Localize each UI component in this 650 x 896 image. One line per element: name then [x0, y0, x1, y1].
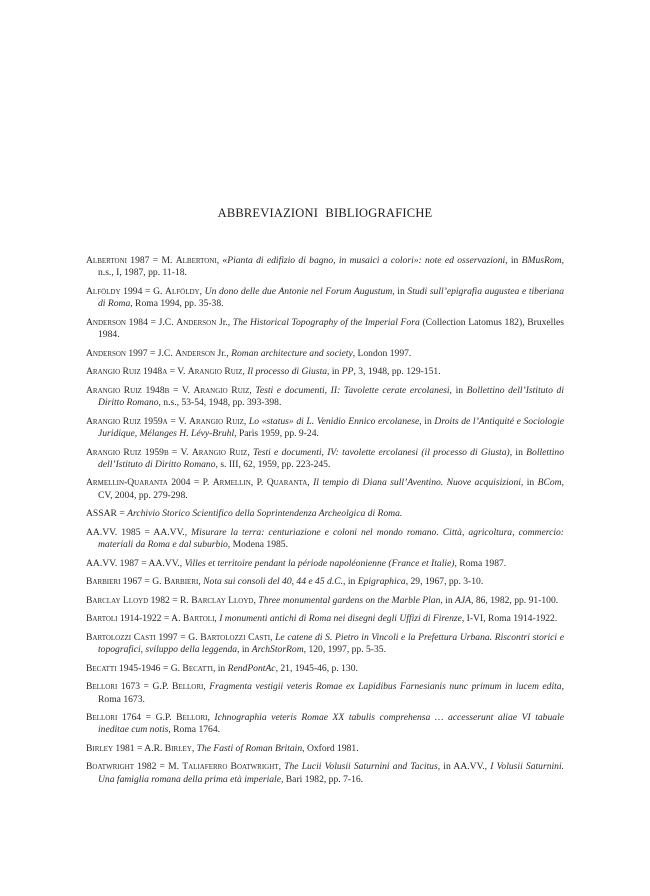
entry-text: , 29, 1967, pp. 3-10.	[405, 576, 484, 588]
entry-author: Alföldy 1994	[86, 285, 143, 297]
entry-author: Anderson	[176, 316, 217, 328]
entry-italic-text: Bollettino dell’Istituto di Diritto Romano	[98, 446, 564, 470]
entry-author: Birley	[164, 742, 192, 754]
entry-text: = A.	[161, 613, 183, 625]
entry-text: ,	[253, 594, 259, 606]
entry-text: , in	[505, 255, 522, 266]
bibliography-entry	[86, 416, 564, 441]
entry-text: = M.	[149, 255, 176, 266]
entry-text: ,	[278, 761, 285, 773]
bibliography-entry	[86, 447, 564, 472]
entry-text: Jr.,	[216, 316, 233, 328]
entry-text: , 21, 1945-46, p. 130.	[275, 662, 358, 674]
bibliography-entry	[86, 348, 564, 360]
entry-italic-text: Villes et territoire pendant la période napoléonienne (France et Italie)	[184, 557, 455, 569]
entry-text: ,	[203, 681, 210, 693]
bibliography-entry	[86, 527, 564, 552]
entry-author: Arangio Ruiz 1959b	[86, 446, 169, 458]
entry-text: , Roma 1987.	[454, 557, 507, 569]
bibliography-entry	[86, 632, 564, 657]
entry-author: Taliaferro Boatwright	[182, 761, 279, 773]
entry-text: , London 1997.	[352, 347, 412, 359]
entry-text: AA.VV. 1987 = AA.VV.,	[86, 557, 185, 569]
entry-text: , Modena 1985.	[227, 539, 288, 551]
entry-author: Anderson 1984	[86, 316, 148, 328]
entry-author: Anderson	[175, 347, 216, 359]
entry-text: ASSAR =	[86, 508, 128, 520]
entry-author: Armellin-Quaranta 2004	[86, 477, 191, 489]
entry-italic-text: I monumenti antichi di Roma nei disegni degli Uffizi di Firenze	[219, 613, 462, 625]
entry-author: Bartoli	[182, 613, 215, 625]
entry-italic-text: Un dono delle due Antonie nel Forum Augustum	[204, 285, 393, 297]
entry-italic-text: Le catene di S. Pietro in Vincoli e la Prefettura Urbana. Riscontri storici e topografici, sviluppo della leggenda	[98, 631, 564, 656]
entry-italic-text: The Lucii Volusii Saturnini and Tacitus	[284, 761, 438, 773]
entry-author: Armellin	[212, 477, 251, 489]
entry-text: ,	[207, 712, 215, 724]
entry-text: = G.	[142, 576, 164, 588]
entry-text: ,	[214, 613, 220, 625]
bibliography-list	[86, 255, 564, 792]
entry-author: Bellori	[172, 681, 204, 693]
entry-text: , in	[520, 477, 538, 489]
entry-text: = J.C.	[147, 316, 177, 328]
entry-italic-text: Roman architecture and society	[231, 347, 353, 359]
entry-author: Albertoni 1987	[86, 255, 150, 266]
entry-text: , Roma 1764.	[168, 724, 221, 736]
entry-text: , n.s., I, 1987, pp. 11-18.	[98, 255, 564, 279]
entry-author: Bartoli 1914-1922	[86, 613, 162, 625]
entry-author: Arangio Ruiz	[189, 415, 244, 427]
entry-text: = V.	[167, 366, 188, 378]
entry-text: , in	[212, 662, 228, 674]
entry-text: Jr.,	[215, 347, 232, 359]
entry-italic-text: BMusRom	[521, 255, 562, 266]
entry-text: ,	[198, 576, 204, 588]
entry-italic-text: Il processo di Giusta	[247, 366, 328, 378]
entry-text: ,	[270, 631, 276, 643]
entry-text: , in	[509, 446, 527, 458]
entry-text: = G.P.	[140, 681, 173, 693]
entry-text: = G.	[177, 631, 201, 643]
bibliography-entry	[86, 286, 564, 311]
entry-text: (Collection Latomus 182), Bruxelles 1984.	[98, 316, 564, 341]
bibliography-entry	[86, 576, 564, 588]
entry-italic-text: Lo «status» di L. Venidio Ennico ercolanese	[248, 415, 420, 427]
entry-italic-text: Archivio Storico Scientifico della Soprintendenza Archeolgica di Roma.	[127, 508, 403, 520]
bibliography-entry	[86, 681, 564, 706]
entry-italic-text: Three monumental gardens on the Marble Plan	[258, 594, 441, 606]
entry-author: Barbieri 1967	[86, 576, 142, 588]
entry-italic-text: PP	[341, 366, 354, 378]
entry-author: Arangio Ruiz	[191, 446, 248, 458]
entry-author: Alföldy	[165, 285, 200, 297]
entry-text: , Roma 1673.	[98, 681, 564, 705]
bibliography-entry	[86, 663, 564, 675]
bibliography-entry	[86, 317, 564, 342]
entry-text: , 86, 1982, pp. 91-100.	[471, 594, 559, 606]
entry-italic-text: Bollettino dell’Istituto di Diritto Romano	[98, 384, 564, 409]
entry-italic-text: Pianta di edifizio di bagno, in musaici a colori»: note ed osservazioni	[227, 255, 506, 266]
entry-italic-text: The Fasti of Roman Britain	[196, 742, 303, 754]
entry-text: = V.	[169, 384, 194, 396]
bibliography-entry	[86, 595, 564, 607]
entry-italic-text: Testi e documenti, II: Tavolette cerate ercolanesi	[255, 384, 450, 396]
bibliography-entry	[86, 761, 564, 786]
entry-author: Becatti	[182, 662, 213, 674]
entry-text: = G.	[142, 285, 166, 297]
entry-italic-text: Nota sui consoli del 40, 44 e 45 d.C.	[203, 576, 344, 588]
bibliography-entry	[86, 366, 564, 378]
entry-text: ,	[199, 285, 205, 297]
entry-text: ,	[247, 446, 253, 458]
entry-author: Arangio Ruiz	[187, 366, 243, 378]
entry-text: = P.	[190, 477, 213, 489]
entry-text: , I-VI, Roma 1914-1922.	[461, 613, 558, 625]
entry-text: = G.P.	[141, 712, 177, 724]
entry-text: , in	[392, 285, 408, 297]
entry-text: , Bari 1982, pp. 7-16.	[280, 773, 364, 785]
entry-author: Bellori	[176, 712, 208, 724]
entry-italic-text: Il tempio di Diana sull’Aventino. Nuove acquisizioni	[313, 477, 521, 489]
bibliography-entry	[86, 558, 564, 570]
entry-text: ,	[242, 366, 248, 378]
entry-author: Bellori 1764	[86, 712, 142, 724]
entry-italic-text: RendPontAc	[227, 662, 276, 674]
entry-text: = V.	[167, 415, 190, 427]
entry-text: ,	[249, 384, 256, 396]
entry-text: , Paris 1959, pp. 9-24.	[234, 428, 319, 440]
entry-text: , 120, 1997, pp. 5-35.	[303, 644, 386, 656]
entry-author: Barclay Lloyd	[191, 594, 254, 606]
entry-author: Bellori 1673	[86, 681, 141, 693]
entry-text: ,	[307, 477, 314, 489]
entry-text: AA.VV. 1985 = AA.VV.,	[86, 526, 192, 538]
entry-italic-text: Droits de l’Antiquité e Sociologie Juridique, Mélanges H. Lévy-Bruhl	[98, 415, 565, 440]
entry-author: Arangio Ruiz 1959a	[86, 415, 168, 427]
entry-author: Barclay Lloyd 1982	[86, 594, 170, 606]
entry-italic-text: Misurare la terra: centuriazione e coloni nel mondo romano. Città, agricoltura, commercio: materiali da Roma e dal suburbio	[98, 526, 564, 551]
entry-text: , in	[327, 366, 342, 378]
entry-text: ,	[191, 742, 197, 754]
entry-italic-text: BCom	[537, 477, 562, 489]
bibliography-entry	[86, 508, 564, 520]
entry-author: Birley 1981	[86, 742, 135, 754]
entry-text: , in AA.VV.,	[437, 761, 491, 773]
entry-text: , P.	[250, 477, 267, 489]
entry-text: ,	[243, 415, 249, 427]
bibliography-entry	[86, 712, 564, 737]
entry-italic-text: AJA	[455, 594, 472, 606]
bibliography-entry	[86, 613, 564, 625]
entry-text: , Oxford 1981.	[302, 742, 359, 754]
entry-italic-text: The Historical Topography of the Imperial Fora	[232, 316, 420, 328]
entry-author: Bartolozzi Casti 1997	[86, 631, 178, 643]
entry-author: Becatti 1945-1946	[86, 662, 161, 674]
entry-author: Bartolozzi Casti	[200, 631, 271, 643]
page-title: ABBREVIAZIONI BIBLIOGRAFICHE	[217, 206, 433, 220]
entry-author: Barbieri	[163, 576, 199, 588]
entry-text: , in	[343, 576, 358, 588]
entry-author: Boatwright 1982	[86, 761, 157, 773]
entry-author: Quaranta	[266, 477, 308, 489]
entry-author: Arangio Ruiz 1948b	[86, 384, 170, 396]
bibliography-entry	[86, 255, 564, 280]
entry-text: , n.s., 53-54, 1948, pp. 393-398.	[158, 397, 282, 409]
entry-italic-text: Ichnographia veteris Romae XX tabulis comprehensa … accesserunt aliae VI tabuale ineditae cum notis	[98, 712, 564, 736]
bibliography-entry	[86, 385, 564, 410]
entry-author: Albertoni	[175, 255, 217, 266]
entry-text: , s. III, 62, 1959, pp. 223-245.	[215, 458, 331, 470]
entry-text: , 3, 1948, pp. 129-151.	[353, 366, 441, 378]
entry-italic-text: Testi e documenti, IV: tavolette ercolanesi (il processo di Giusta)	[253, 446, 510, 458]
entry-italic-text: I Volusii Saturnini. Una famiglia romana della prima età imperiale	[98, 761, 565, 785]
bibliography-entry	[86, 477, 564, 502]
entry-author: Arangio Ruiz	[193, 384, 250, 396]
entry-italic-text: Studi sull’epigrafia augustea e tiberiana di Roma	[98, 285, 565, 310]
entry-italic-text: ArchStorRom	[251, 644, 304, 656]
entry-text: , Roma 1994, pp. 35-38.	[130, 298, 224, 310]
entry-text: = G.	[160, 662, 183, 674]
entry-text: = J.C.	[147, 347, 176, 359]
entry-text: = R.	[169, 594, 192, 606]
entry-text: , in	[449, 384, 467, 396]
entry-text: , in	[440, 594, 456, 606]
bibliography-entry	[86, 743, 564, 755]
entry-author: Arangio Ruiz 1948a	[86, 366, 168, 378]
entry-text: = A.R.	[134, 742, 165, 754]
entry-text: = M.	[156, 761, 183, 773]
entry-text: , in	[237, 644, 252, 656]
entry-text: , in	[419, 415, 435, 427]
entry-author: Anderson 1997	[86, 347, 148, 359]
entry-text: , «	[216, 255, 228, 266]
entry-italic-text: Fragmenta vestigii veteris Romae ex Lapidibus Farnesianis nunc primum in lucem edita	[209, 681, 562, 693]
entry-text: , CV, 2004, pp. 279-298.	[98, 477, 564, 501]
entry-text: = V.	[168, 446, 192, 458]
entry-italic-text: Epigraphica	[357, 576, 406, 588]
